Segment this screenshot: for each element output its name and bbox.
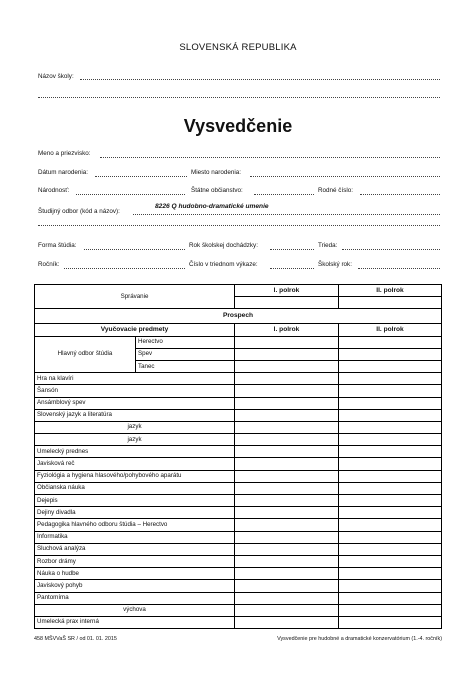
main-field-row <box>35 336 442 348</box>
grade-term1-cell[interactable] <box>235 507 339 519</box>
main-field-item: Herectvo <box>136 336 235 348</box>
grade-term2-cell[interactable] <box>339 568 442 580</box>
name-field[interactable] <box>100 157 440 158</box>
dob-label: Dátum narodenia: <box>38 169 89 176</box>
table-row <box>35 470 442 482</box>
grade-term2-cell[interactable] <box>339 458 442 470</box>
behavior-header-row <box>35 285 442 297</box>
year-field[interactable] <box>64 268 185 269</box>
school-attendance-label: Rok školskej dochádzky: <box>189 242 258 249</box>
subject-name: Šansón <box>35 385 235 397</box>
grade-term1-cell[interactable] <box>235 470 339 482</box>
grade-term1-cell[interactable] <box>235 604 339 616</box>
study-form-label: Forma štúdia: <box>38 242 77 249</box>
grade-term2-cell[interactable] <box>339 385 442 397</box>
table-row <box>35 434 442 446</box>
grade-term2-cell[interactable] <box>339 409 442 421</box>
subjects-header: Vyučovacie predmety <box>35 324 235 336</box>
grade-term1-cell[interactable] <box>235 421 339 433</box>
grade-term2-cell[interactable] <box>339 470 442 482</box>
grade-term1-cell[interactable] <box>235 531 339 543</box>
table-row <box>35 421 442 433</box>
grade-term1-cell[interactable] <box>235 592 339 604</box>
grade-term1-cell[interactable] <box>235 348 339 360</box>
study-field-field-line2[interactable] <box>38 225 440 226</box>
table-row <box>35 495 442 507</box>
table-row <box>35 568 442 580</box>
subject-name: Hra na klavíri <box>35 373 235 385</box>
subject-name: Ansámblový spev <box>35 397 235 409</box>
grade-term1-cell[interactable] <box>235 360 339 372</box>
citizenship-label: Štátne občianstvo: <box>191 187 243 194</box>
subject-name: Informatika <box>35 531 235 543</box>
grade-term2-cell[interactable] <box>339 507 442 519</box>
grade-term2-cell[interactable] <box>339 446 442 458</box>
subject-name: výchova <box>35 604 235 616</box>
behavior-term1-header: I. polrok <box>235 285 339 297</box>
nationality-label: Národnosť: <box>38 187 70 194</box>
table-row <box>35 616 442 628</box>
grade-term1-cell[interactable] <box>235 616 339 628</box>
subject-name: Sluchová analýza <box>35 543 235 555</box>
grade-term1-cell[interactable] <box>235 397 339 409</box>
subject-name: Javisková reč <box>35 458 235 470</box>
subject-name: Umelecká prax interná <box>35 616 235 628</box>
subject-name: jazyk <box>35 434 235 446</box>
footer-form-code: 458 MŠVVaŠ SR / od 01. 01. 2015 <box>34 636 117 642</box>
subject-name: Fyziológia a hygiena hlasového/pohybového aparátu <box>35 470 235 482</box>
birth-number-field[interactable] <box>360 194 440 195</box>
table-row <box>35 482 442 494</box>
grade-term1-cell[interactable] <box>235 373 339 385</box>
grade-term2-cell[interactable] <box>339 434 442 446</box>
subject-name: Umelecký prednes <box>35 446 235 458</box>
grade-term1-cell[interactable] <box>235 458 339 470</box>
grade-term2-cell[interactable] <box>339 397 442 409</box>
birth-number-label: Rodné číslo: <box>318 187 354 194</box>
document-title: Vysvedčenie <box>183 116 293 136</box>
name-label: Meno a priezvisko: <box>38 150 91 157</box>
school-name-field[interactable] <box>80 79 440 80</box>
main-field-item: Tanec <box>136 360 235 372</box>
behavior-term2-cell[interactable] <box>339 297 442 309</box>
grade-term2-cell[interactable] <box>339 592 442 604</box>
grade-term2-cell[interactable] <box>339 348 442 360</box>
prospech-row <box>35 309 442 324</box>
study-field-label: Študijný odbor (kód a názov): <box>38 208 120 215</box>
grade-term2-cell[interactable] <box>339 360 442 372</box>
main-field-item: Spev <box>136 348 235 360</box>
subject-name: Slovenský jazyk a literatúra <box>35 409 235 421</box>
grade-term2-cell[interactable] <box>339 604 442 616</box>
nationality-field[interactable] <box>76 194 185 195</box>
behavior-term1-cell[interactable] <box>235 297 339 309</box>
grade-term2-cell[interactable] <box>339 421 442 433</box>
subject-name: Občianska náuka <box>35 482 235 494</box>
subject-name: jazyk <box>35 421 235 433</box>
subject-name: Javiskový pohyb <box>35 580 235 592</box>
table-row <box>35 385 442 397</box>
grade-term1-cell[interactable] <box>235 543 339 555</box>
prospech-label: Prospech <box>35 309 442 324</box>
grades-term1-header: I. polrok <box>235 324 339 336</box>
behavior-label: Správanie <box>35 285 235 309</box>
table-row <box>35 519 442 531</box>
school-year-field[interactable] <box>358 268 440 269</box>
grade-term2-cell[interactable] <box>339 616 442 628</box>
main-field-label: Hlavný odbor štúdia <box>35 336 136 373</box>
school-name-field-line2[interactable] <box>38 97 440 98</box>
grade-term1-cell[interactable] <box>235 434 339 446</box>
grade-term1-cell[interactable] <box>235 519 339 531</box>
table-row <box>35 458 442 470</box>
year-label: Ročník: <box>38 261 60 268</box>
birthplace-field[interactable] <box>250 176 440 177</box>
grade-term2-cell[interactable] <box>339 482 442 494</box>
study-field-value: 8226 Q hudobno-dramatické umenie <box>155 203 269 210</box>
grade-term2-cell[interactable] <box>339 336 442 348</box>
citizenship-field[interactable] <box>254 194 314 195</box>
grade-term1-cell[interactable] <box>235 482 339 494</box>
table-row <box>35 580 442 592</box>
grade-term2-cell[interactable] <box>339 495 442 507</box>
table-row <box>35 409 442 421</box>
table-row <box>35 446 442 458</box>
grade-term1-cell[interactable] <box>235 409 339 421</box>
grade-term2-cell[interactable] <box>339 531 442 543</box>
grades-term2-header: II. polrok <box>339 324 442 336</box>
table-row <box>35 604 442 616</box>
table-row <box>35 592 442 604</box>
footer-form-description: Vysvedčenie pre hudobné a dramatické konzervatórium (1.-4. ročník) <box>277 636 442 642</box>
table-row <box>35 543 442 555</box>
subjects-header-row <box>35 324 442 336</box>
subject-name: Pantomíma <box>35 592 235 604</box>
subject-name: Rozbor drámy <box>35 555 235 567</box>
table-row <box>35 507 442 519</box>
class-field[interactable] <box>342 249 440 250</box>
grades-table <box>34 284 442 629</box>
grade-term1-cell[interactable] <box>235 580 339 592</box>
school-year-label: Školský rok: <box>318 261 352 268</box>
study-field-field[interactable] <box>133 214 440 215</box>
grade-term2-cell[interactable] <box>339 555 442 567</box>
school-name-label: Názov školy: <box>38 73 74 80</box>
subject-name: Pedagogika hlavného odboru štúdia – Herectvo <box>35 519 235 531</box>
school-attendance-field[interactable] <box>270 249 314 250</box>
subject-rows <box>35 373 442 629</box>
grade-term1-cell[interactable] <box>235 336 339 348</box>
class-label: Trieda: <box>318 242 338 249</box>
country-header: SLOVENSKÁ REPUBLIKA <box>179 42 297 53</box>
grade-term2-cell[interactable] <box>339 580 442 592</box>
subject-name: Dejiny divadla <box>35 507 235 519</box>
table-row <box>35 373 442 385</box>
subject-name: Dejepis <box>35 495 235 507</box>
birthplace-label: Miesto narodenia: <box>191 169 242 176</box>
behavior-term2-header: II. polrok <box>339 285 442 297</box>
dob-field[interactable] <box>95 176 187 177</box>
table-row <box>35 397 442 409</box>
grade-term1-cell[interactable] <box>235 555 339 567</box>
grade-term1-cell[interactable] <box>235 495 339 507</box>
study-form-field[interactable] <box>84 249 185 250</box>
grade-term1-cell[interactable] <box>235 568 339 580</box>
register-number-field[interactable] <box>270 268 314 269</box>
table-row <box>35 555 442 567</box>
register-number-label: Číslo v triednom výkaze: <box>189 261 258 268</box>
grade-term2-cell[interactable] <box>339 519 442 531</box>
grade-term2-cell[interactable] <box>339 373 442 385</box>
subject-name: Náuka o hudbe <box>35 568 235 580</box>
table-row <box>35 531 442 543</box>
grade-term1-cell[interactable] <box>235 385 339 397</box>
grade-term1-cell[interactable] <box>235 446 339 458</box>
grade-term2-cell[interactable] <box>339 543 442 555</box>
